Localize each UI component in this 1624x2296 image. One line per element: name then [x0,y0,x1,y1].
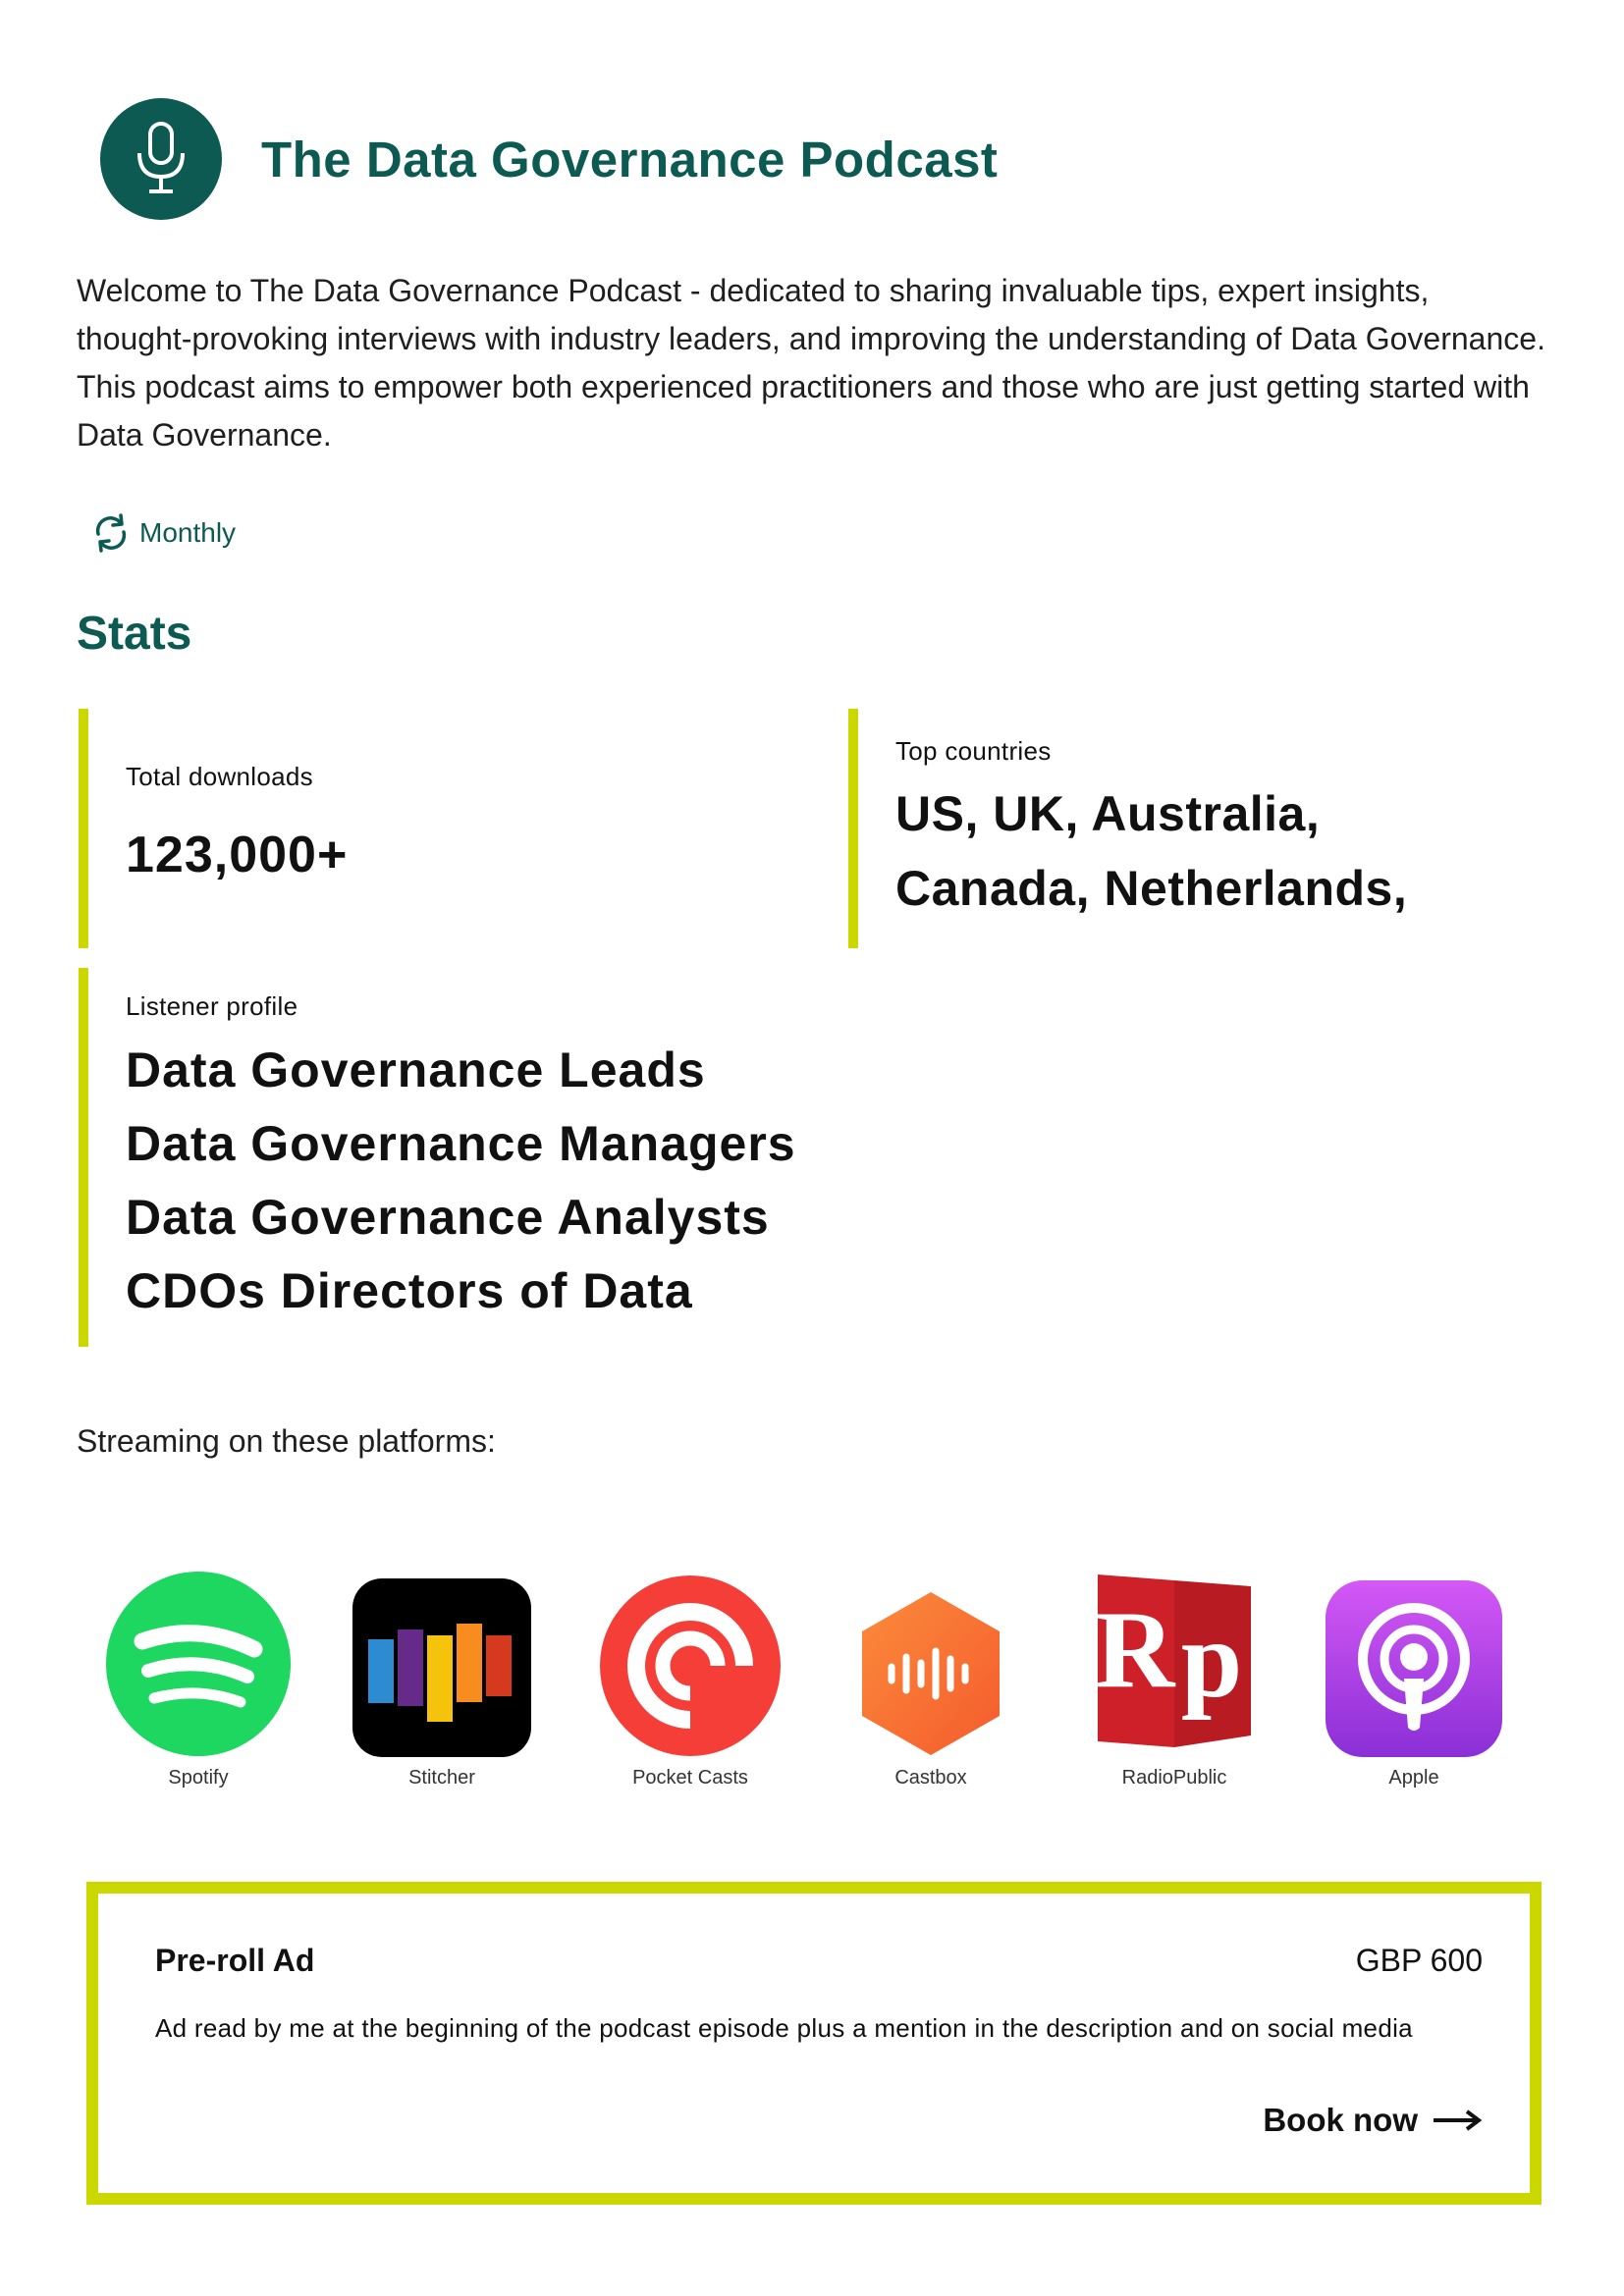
platform-name: Apple [1388,1767,1439,1789]
stat-value: 123,000+ [126,827,349,883]
platform-name: Spotify [168,1767,229,1789]
platforms-label: Streaming on these platforms: [77,1423,496,1459]
apple-podcasts-icon [1326,1561,1502,1757]
stats-heading: Stats [77,608,192,660]
list-item: Data Governance Analysts [126,1190,770,1245]
pre-roll-ad-card [86,1882,1542,2205]
stat-label: Total downloads [126,762,313,791]
stat-label: Listener profile [126,991,298,1021]
list-item: CDOs Directors of Data [126,1263,693,1318]
frequency-label: Monthly [139,517,237,548]
total-downloads-stat [79,709,766,948]
arrow-right-icon [1432,2109,1483,2132]
platform-radiopublic[interactable] [1076,1561,1272,1789]
platform-spotify[interactable] [100,1561,297,1789]
spotify-icon [105,1561,292,1757]
platform-apple[interactable] [1316,1561,1512,1789]
list-item: Data Governance Managers [126,1116,796,1171]
platform-name: Castbox [894,1767,967,1789]
page-title: The Data Governance Podcast [261,131,999,187]
platform-name: RadioPublic [1121,1767,1227,1789]
ad-title: Pre-roll Ad [155,1943,315,1978]
stat-value: US, UK, Australia, Canada, Netherlands, [895,786,1408,916]
frequency-indicator [90,512,236,554]
svg-text:R: R [1095,1589,1175,1711]
platform-name: Pocket Casts [632,1767,748,1789]
list-item: Data Governance Leads [126,1042,706,1097]
ad-price: GBP 600 [1355,1943,1483,1978]
pocket-casts-icon [599,1561,782,1757]
top-countries-stat [848,709,1536,948]
stitcher-icon [352,1561,531,1757]
svg-text:p: p [1180,1599,1243,1721]
radiopublic-icon [1092,1561,1257,1757]
page-header [100,98,998,220]
refresh-icon [90,512,132,554]
stat-label: Top countries [895,736,1052,766]
listener-profile-list [126,1034,962,1328]
platform-castbox[interactable] [833,1561,1029,1789]
listener-profile-stat [79,968,962,1347]
book-now-label: Book now [1263,2102,1418,2138]
ad-description: Ad read by me at the beginning of the podcast episode plus a mention in the description and on social media [155,2013,1413,2043]
microphone-icon [100,98,222,220]
platform-name: Stitcher [408,1767,475,1789]
intro-text: Welcome to The Data Governance Podcast - dedicated to sharing invaluable tips, expert insights, thought-provoking interviews with industry leaders, and improving the understanding of Data Governance. This podcast aims to empower both experienced practitioners and those who are just getting started with Data Governance. [77,273,1545,453]
platform-stitcher[interactable] [344,1561,540,1789]
castbox-icon [857,1561,1004,1757]
platform-pocket-casts[interactable] [592,1561,788,1789]
book-now-button[interactable] [1263,2102,1483,2139]
